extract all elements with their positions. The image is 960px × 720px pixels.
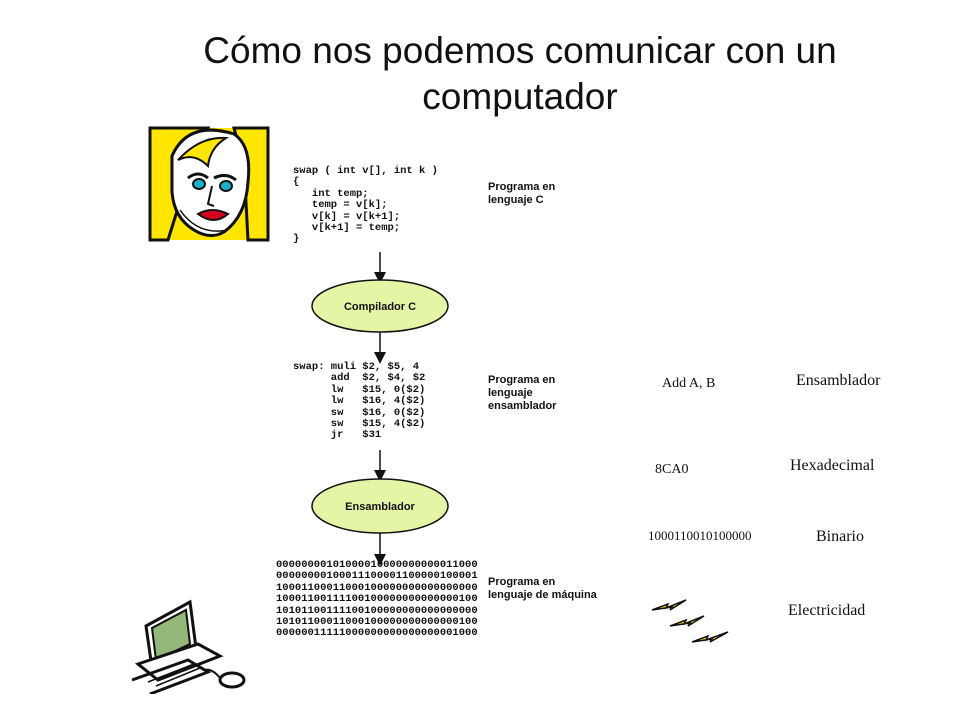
caption-line: Programa en [488, 374, 556, 386]
caption-line: lenguaje de máquina [488, 589, 597, 601]
machine-code-line: 10001100111100100000000000000100 [276, 593, 478, 606]
caption-line: ensamblador [488, 400, 557, 412]
machine-program-caption [488, 576, 597, 602]
caption-line: lenguaje [488, 387, 533, 399]
c-code-line: int temp; [293, 187, 369, 200]
caption-line: Programa en [488, 181, 556, 193]
caption-line: Programa en [488, 576, 556, 588]
machine-code-line: 10101100111100100000000000000000 [276, 604, 478, 617]
machine-code-line: 00000011111000000000000000001000 [276, 627, 478, 640]
asm-code-line: sw $15, 4($2) [293, 418, 426, 431]
computer-icon [128, 598, 252, 694]
machine-code-line: 10001100011000100000000000000000 [276, 581, 478, 594]
compiler-ellipse [312, 280, 448, 332]
c-code-line: } [293, 233, 300, 246]
c-code-line: { [293, 176, 300, 189]
slide-title: Cómo nos podemos comunicar con un computador [203, 30, 837, 117]
caption-line: lenguaje C [488, 194, 544, 206]
machine-code-block [276, 560, 478, 640]
asm-code-line: sw $16, 0($2) [293, 406, 426, 419]
c-code-line: v[k] = v[k+1]; [293, 210, 401, 223]
machine-code-line: 10101100011000100000000000000100 [276, 616, 478, 629]
c-code-block [293, 166, 438, 246]
c-program-caption [488, 181, 555, 207]
level-label-hex: Hexadecimal [790, 457, 875, 474]
level-label-assembly: Ensamblador [796, 372, 881, 389]
woman-face-icon [148, 126, 270, 242]
assembler-label: Ensamblador [345, 501, 415, 513]
level-example-assembly: Add A, B [662, 376, 716, 391]
asm-program-caption [488, 374, 556, 413]
asm-code-block [293, 362, 425, 442]
asm-code-line: add $2, $4, $2 [293, 372, 426, 385]
compiler-label: Compilador C [343, 301, 417, 313]
machine-code-line: 00000000100011100001100000100001 [276, 570, 478, 583]
level-example-hex: 8CA0 [655, 462, 689, 477]
asm-code-line: jr $31 [293, 429, 382, 442]
asm-code-line: lw $16, 4($2) [293, 395, 426, 408]
machine-code-line: 00000000101000010000000000011000 [276, 559, 478, 571]
lightning-bolt-icon [650, 598, 732, 648]
c-code-line: v[k+1] = temp; [293, 222, 401, 235]
c-code-line: temp = v[k]; [293, 199, 388, 212]
level-example-binary: 1000110010100000 [648, 528, 752, 543]
c-code-line: swap ( int v[], int k ) [293, 165, 438, 177]
asm-code-line: swap: muli $2, $5, 4 [293, 361, 420, 373]
level-label-electricity: Electricidad [788, 602, 866, 619]
asm-code-line: lw $15, 0($2) [293, 383, 426, 396]
level-label-binary: Binario [816, 528, 864, 545]
assembler-ellipse [312, 479, 448, 533]
